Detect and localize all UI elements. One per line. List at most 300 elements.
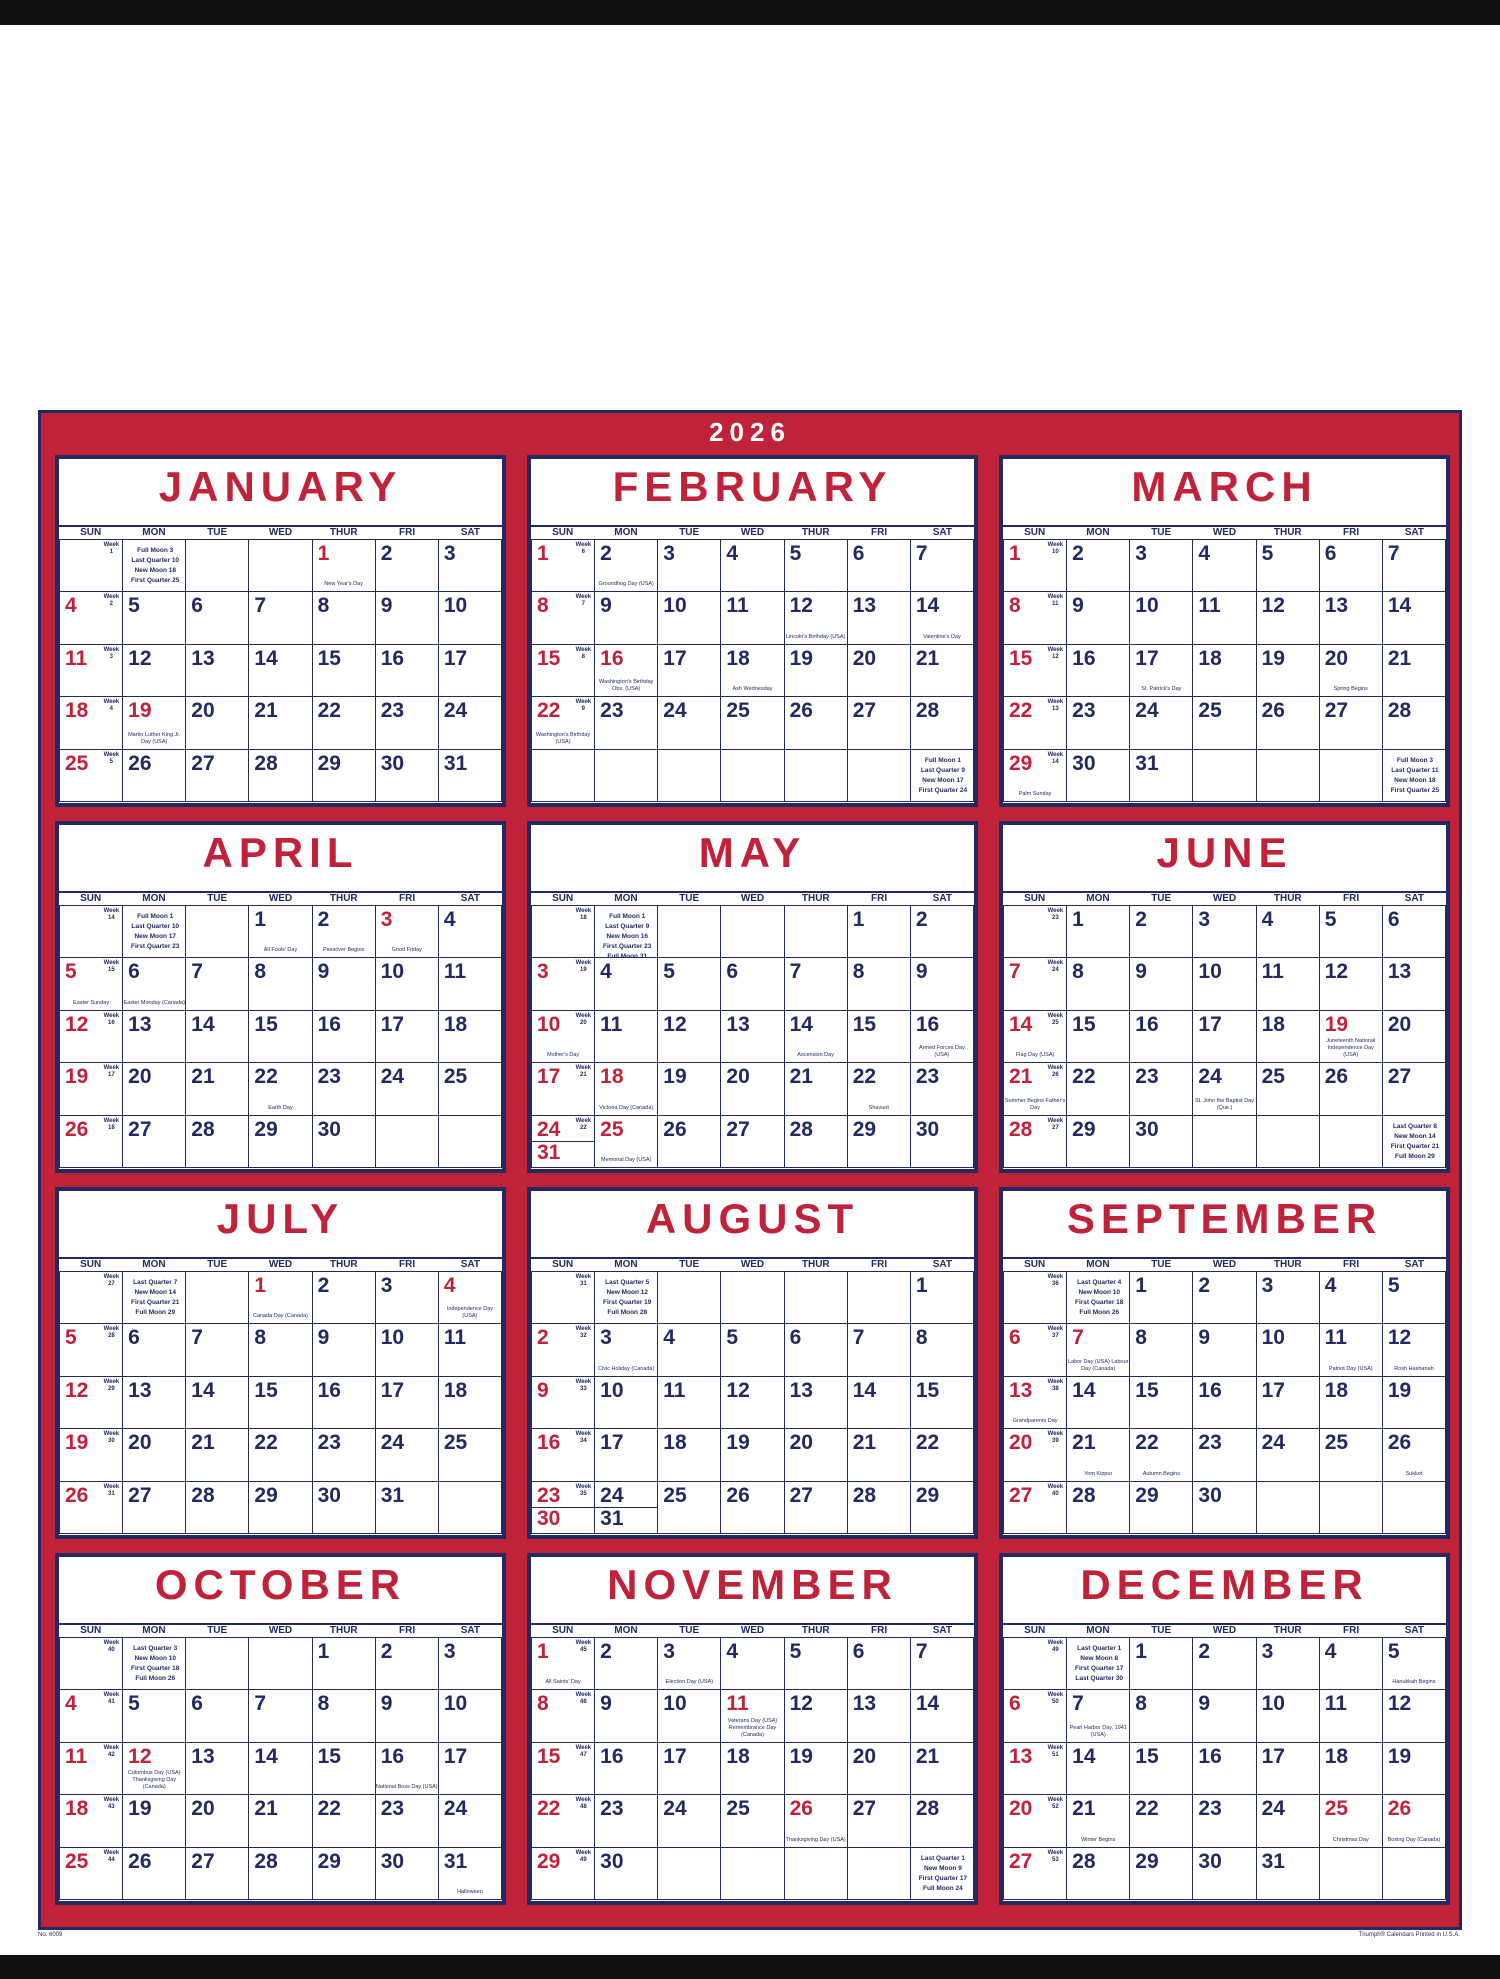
- day-cell[interactable]: [721, 1010, 784, 1062]
- day-cell[interactable]: [910, 1115, 973, 1167]
- day-cell[interactable]: [658, 906, 721, 958]
- day-cell[interactable]: [123, 1272, 186, 1324]
- day-cell[interactable]: [1004, 1795, 1067, 1847]
- day-cell[interactable]: [123, 749, 186, 801]
- day-cell[interactable]: [1256, 1429, 1319, 1481]
- day-cell[interactable]: [721, 1324, 784, 1376]
- day-cell[interactable]: [123, 697, 186, 749]
- day-cell[interactable]: [249, 1847, 312, 1899]
- day-cell[interactable]: [658, 1272, 721, 1324]
- day-cell[interactable]: [1067, 749, 1130, 801]
- day-cell[interactable]: [1319, 1010, 1382, 1062]
- day-cell[interactable]: [784, 644, 847, 696]
- day-cell[interactable]: [186, 1638, 249, 1690]
- day-cell[interactable]: [1067, 1272, 1130, 1324]
- day-cell[interactable]: [186, 1795, 249, 1847]
- day-cell[interactable]: [1193, 1690, 1256, 1742]
- day-cell[interactable]: [186, 1690, 249, 1742]
- day-cell[interactable]: [1193, 697, 1256, 749]
- day-cell[interactable]: [1256, 540, 1319, 592]
- day-cell[interactable]: [721, 1376, 784, 1428]
- day-cell[interactable]: [1193, 1324, 1256, 1376]
- day-cell[interactable]: [375, 1063, 438, 1115]
- day-cell[interactable]: [312, 749, 375, 801]
- day-cell[interactable]: [1193, 540, 1256, 592]
- day-cell[interactable]: [784, 1115, 847, 1167]
- day-cell[interactable]: [1004, 1115, 1067, 1167]
- day-cell[interactable]: [1382, 1638, 1445, 1690]
- day-cell[interactable]: [123, 1481, 186, 1533]
- day-cell[interactable]: [375, 592, 438, 644]
- day-cell[interactable]: [1319, 1742, 1382, 1794]
- day-cell[interactable]: [60, 906, 123, 958]
- day-cell[interactable]: [721, 1063, 784, 1115]
- day-cell[interactable]: [312, 1795, 375, 1847]
- day-cell[interactable]: [123, 644, 186, 696]
- day-cell[interactable]: [658, 592, 721, 644]
- day-cell[interactable]: [1382, 592, 1445, 644]
- day-cell[interactable]: [60, 1376, 123, 1428]
- day-cell[interactable]: [438, 697, 501, 749]
- day-cell[interactable]: [910, 1324, 973, 1376]
- day-cell[interactable]: [910, 958, 973, 1010]
- day-cell[interactable]: [186, 1115, 249, 1167]
- day-cell[interactable]: [721, 1690, 784, 1742]
- day-cell[interactable]: [438, 1063, 501, 1115]
- day-cell[interactable]: [1067, 958, 1130, 1010]
- day-cell[interactable]: [658, 697, 721, 749]
- day-cell[interactable]: [595, 958, 658, 1010]
- day-cell[interactable]: [1382, 1481, 1445, 1533]
- day-cell[interactable]: [532, 644, 595, 696]
- day-cell[interactable]: [249, 1795, 312, 1847]
- day-cell[interactable]: [532, 1742, 595, 1794]
- day-cell[interactable]: [595, 1742, 658, 1794]
- day-cell[interactable]: [532, 1638, 595, 1690]
- day-cell[interactable]: [249, 1742, 312, 1794]
- day-cell[interactable]: [532, 1115, 595, 1167]
- day-cell[interactable]: [910, 540, 973, 592]
- day-cell[interactable]: [1004, 1063, 1067, 1115]
- day-cell[interactable]: [910, 644, 973, 696]
- day-cell[interactable]: [1319, 1115, 1382, 1167]
- day-cell[interactable]: [1130, 697, 1193, 749]
- day-cell[interactable]: [1193, 1795, 1256, 1847]
- day-cell[interactable]: [249, 1638, 312, 1690]
- day-cell[interactable]: [123, 1690, 186, 1742]
- day-cell[interactable]: [532, 1429, 595, 1481]
- day-cell[interactable]: [123, 540, 186, 592]
- day-cell[interactable]: [784, 1638, 847, 1690]
- day-cell[interactable]: [186, 1010, 249, 1062]
- day-cell[interactable]: [1319, 1690, 1382, 1742]
- day-cell[interactable]: [123, 1847, 186, 1899]
- day-cell[interactable]: [60, 592, 123, 644]
- day-cell[interactable]: [1319, 1795, 1382, 1847]
- day-cell[interactable]: [375, 1115, 438, 1167]
- day-cell[interactable]: [1130, 906, 1193, 958]
- day-cell[interactable]: [532, 1376, 595, 1428]
- day-cell[interactable]: [1256, 1481, 1319, 1533]
- day-cell[interactable]: [721, 958, 784, 1010]
- day-cell[interactable]: [658, 1324, 721, 1376]
- day-cell[interactable]: [1130, 1063, 1193, 1115]
- day-cell[interactable]: [1256, 749, 1319, 801]
- day-cell[interactable]: [186, 1481, 249, 1533]
- day-cell[interactable]: [1004, 644, 1067, 696]
- day-cell[interactable]: [438, 958, 501, 1010]
- day-cell[interactable]: [186, 1063, 249, 1115]
- day-cell[interactable]: [375, 1481, 438, 1533]
- day-cell[interactable]: [910, 697, 973, 749]
- day-cell[interactable]: [312, 1742, 375, 1794]
- day-cell[interactable]: [1382, 1429, 1445, 1481]
- day-cell[interactable]: [1130, 1010, 1193, 1062]
- day-cell[interactable]: [658, 1481, 721, 1533]
- day-cell[interactable]: [532, 1324, 595, 1376]
- day-cell[interactable]: [658, 1115, 721, 1167]
- day-cell[interactable]: [595, 1429, 658, 1481]
- day-cell[interactable]: [1319, 749, 1382, 801]
- day-cell[interactable]: [60, 1324, 123, 1376]
- day-cell[interactable]: [249, 1115, 312, 1167]
- day-cell[interactable]: [784, 1690, 847, 1742]
- day-cell[interactable]: [1319, 592, 1382, 644]
- day-cell[interactable]: [1067, 1115, 1130, 1167]
- day-cell[interactable]: [123, 1010, 186, 1062]
- day-cell[interactable]: [123, 1376, 186, 1428]
- day-cell[interactable]: [1256, 1847, 1319, 1899]
- day-cell[interactable]: [1067, 1324, 1130, 1376]
- day-cell[interactable]: [375, 1376, 438, 1428]
- day-cell[interactable]: [60, 1115, 123, 1167]
- day-cell[interactable]: [910, 592, 973, 644]
- day-cell[interactable]: [123, 1063, 186, 1115]
- day-cell[interactable]: [721, 1429, 784, 1481]
- day-cell[interactable]: [1067, 906, 1130, 958]
- day-cell[interactable]: [123, 592, 186, 644]
- day-cell[interactable]: [910, 749, 973, 801]
- day-cell[interactable]: [532, 1010, 595, 1062]
- day-cell[interactable]: [1130, 1847, 1193, 1899]
- day-cell[interactable]: [1256, 1272, 1319, 1324]
- day-cell[interactable]: [60, 1063, 123, 1115]
- day-cell[interactable]: [249, 1272, 312, 1324]
- day-cell[interactable]: [847, 1115, 910, 1167]
- day-cell[interactable]: [438, 1795, 501, 1847]
- day-cell[interactable]: [123, 958, 186, 1010]
- day-cell[interactable]: [1004, 1429, 1067, 1481]
- day-cell[interactable]: [1256, 906, 1319, 958]
- day-cell[interactable]: [595, 749, 658, 801]
- day-cell[interactable]: [375, 906, 438, 958]
- day-cell[interactable]: [438, 1324, 501, 1376]
- day-cell[interactable]: [1256, 1115, 1319, 1167]
- day-cell[interactable]: [375, 958, 438, 1010]
- day-cell[interactable]: [123, 1429, 186, 1481]
- day-cell[interactable]: [1382, 906, 1445, 958]
- day-cell[interactable]: [375, 1638, 438, 1690]
- day-cell[interactable]: [249, 697, 312, 749]
- day-cell[interactable]: [375, 749, 438, 801]
- day-cell[interactable]: [1130, 1481, 1193, 1533]
- day-cell[interactable]: [1256, 1010, 1319, 1062]
- day-cell[interactable]: [532, 749, 595, 801]
- day-cell[interactable]: [1193, 644, 1256, 696]
- day-cell[interactable]: [1382, 1847, 1445, 1899]
- day-cell[interactable]: [1319, 1847, 1382, 1899]
- day-cell[interactable]: [847, 958, 910, 1010]
- day-cell[interactable]: [312, 1063, 375, 1115]
- day-cell[interactable]: [1319, 958, 1382, 1010]
- day-cell[interactable]: [438, 1481, 501, 1533]
- day-cell[interactable]: [438, 1115, 501, 1167]
- day-cell[interactable]: [784, 1063, 847, 1115]
- day-cell[interactable]: [60, 1847, 123, 1899]
- day-cell[interactable]: [847, 906, 910, 958]
- day-cell[interactable]: [186, 1272, 249, 1324]
- day-cell[interactable]: [1256, 1063, 1319, 1115]
- day-cell[interactable]: [1067, 1742, 1130, 1794]
- day-cell[interactable]: [312, 1272, 375, 1324]
- day-cell[interactable]: [910, 1010, 973, 1062]
- day-cell[interactable]: [249, 540, 312, 592]
- day-cell[interactable]: [1319, 1429, 1382, 1481]
- day-cell[interactable]: [60, 1638, 123, 1690]
- day-cell[interactable]: [312, 1690, 375, 1742]
- day-cell[interactable]: [721, 1638, 784, 1690]
- day-cell[interactable]: [249, 1010, 312, 1062]
- day-cell[interactable]: [1130, 1324, 1193, 1376]
- day-cell[interactable]: [375, 1690, 438, 1742]
- day-cell[interactable]: [595, 540, 658, 592]
- day-cell[interactable]: [1382, 697, 1445, 749]
- day-cell[interactable]: [1256, 1795, 1319, 1847]
- day-cell[interactable]: [1193, 1063, 1256, 1115]
- day-cell[interactable]: [438, 1272, 501, 1324]
- day-cell[interactable]: [847, 644, 910, 696]
- day-cell[interactable]: [1067, 1847, 1130, 1899]
- day-cell[interactable]: [312, 644, 375, 696]
- day-cell[interactable]: [1004, 1481, 1067, 1533]
- day-cell[interactable]: [595, 1481, 658, 1533]
- day-cell[interactable]: [721, 1272, 784, 1324]
- day-cell[interactable]: [910, 1795, 973, 1847]
- day-cell[interactable]: [595, 906, 658, 958]
- day-cell[interactable]: [1130, 1742, 1193, 1794]
- day-cell[interactable]: [658, 1742, 721, 1794]
- day-cell[interactable]: [438, 540, 501, 592]
- day-cell[interactable]: [595, 1063, 658, 1115]
- day-cell[interactable]: [375, 1847, 438, 1899]
- day-cell[interactable]: [1193, 1010, 1256, 1062]
- day-cell[interactable]: [60, 1481, 123, 1533]
- day-cell[interactable]: [60, 1690, 123, 1742]
- day-cell[interactable]: [1319, 906, 1382, 958]
- day-cell[interactable]: [1130, 540, 1193, 592]
- day-cell[interactable]: [1193, 1376, 1256, 1428]
- day-cell[interactable]: [532, 1481, 595, 1533]
- day-cell[interactable]: [1193, 1638, 1256, 1690]
- day-cell[interactable]: [910, 1690, 973, 1742]
- day-cell[interactable]: [1256, 1690, 1319, 1742]
- day-cell[interactable]: [60, 1795, 123, 1847]
- day-cell[interactable]: [1004, 1638, 1067, 1690]
- day-cell[interactable]: [186, 958, 249, 1010]
- day-cell[interactable]: [721, 1481, 784, 1533]
- day-cell[interactable]: [1382, 1324, 1445, 1376]
- day-cell[interactable]: [1382, 644, 1445, 696]
- day-cell[interactable]: [312, 906, 375, 958]
- day-cell[interactable]: [847, 697, 910, 749]
- day-cell[interactable]: [910, 1742, 973, 1794]
- day-cell[interactable]: [1004, 1324, 1067, 1376]
- day-cell[interactable]: [375, 1795, 438, 1847]
- day-cell[interactable]: [1004, 697, 1067, 749]
- day-cell[interactable]: [1319, 697, 1382, 749]
- day-cell[interactable]: [1130, 1115, 1193, 1167]
- day-cell[interactable]: [1382, 958, 1445, 1010]
- day-cell[interactable]: [186, 540, 249, 592]
- day-cell[interactable]: [721, 906, 784, 958]
- day-cell[interactable]: [1067, 1638, 1130, 1690]
- day-cell[interactable]: [1004, 1690, 1067, 1742]
- day-cell[interactable]: [186, 749, 249, 801]
- day-cell[interactable]: [60, 1272, 123, 1324]
- day-cell[interactable]: [1004, 1010, 1067, 1062]
- day-cell[interactable]: [1382, 749, 1445, 801]
- day-cell[interactable]: [595, 1272, 658, 1324]
- day-cell[interactable]: [658, 1690, 721, 1742]
- day-cell[interactable]: [375, 1429, 438, 1481]
- day-cell[interactable]: [784, 1429, 847, 1481]
- day-cell[interactable]: [658, 1010, 721, 1062]
- day-cell[interactable]: [595, 1115, 658, 1167]
- day-cell[interactable]: [847, 1638, 910, 1690]
- day-cell[interactable]: [1004, 1376, 1067, 1428]
- day-cell[interactable]: [1256, 958, 1319, 1010]
- day-cell[interactable]: [658, 1847, 721, 1899]
- day-cell[interactable]: [438, 1429, 501, 1481]
- day-cell[interactable]: [847, 1481, 910, 1533]
- day-cell[interactable]: [784, 1376, 847, 1428]
- day-cell[interactable]: [1130, 1690, 1193, 1742]
- day-cell[interactable]: [1193, 749, 1256, 801]
- day-cell[interactable]: [60, 958, 123, 1010]
- day-cell[interactable]: [784, 1010, 847, 1062]
- day-cell[interactable]: [1067, 644, 1130, 696]
- day-cell[interactable]: [1193, 1115, 1256, 1167]
- day-cell[interactable]: [1130, 644, 1193, 696]
- day-cell[interactable]: [532, 1063, 595, 1115]
- day-cell[interactable]: [249, 1429, 312, 1481]
- day-cell[interactable]: [312, 1638, 375, 1690]
- day-cell[interactable]: [1193, 1742, 1256, 1794]
- day-cell[interactable]: [186, 1429, 249, 1481]
- day-cell[interactable]: [1319, 1376, 1382, 1428]
- day-cell[interactable]: [532, 1690, 595, 1742]
- day-cell[interactable]: [438, 1847, 501, 1899]
- day-cell[interactable]: [595, 1690, 658, 1742]
- day-cell[interactable]: [123, 1795, 186, 1847]
- day-cell[interactable]: [595, 1324, 658, 1376]
- day-cell[interactable]: [1382, 1742, 1445, 1794]
- day-cell[interactable]: [249, 906, 312, 958]
- day-cell[interactable]: [1256, 697, 1319, 749]
- day-cell[interactable]: [1256, 592, 1319, 644]
- day-cell[interactable]: [595, 1010, 658, 1062]
- day-cell[interactable]: [658, 749, 721, 801]
- day-cell[interactable]: [186, 644, 249, 696]
- day-cell[interactable]: [438, 592, 501, 644]
- day-cell[interactable]: [721, 540, 784, 592]
- day-cell[interactable]: [123, 1324, 186, 1376]
- day-cell[interactable]: [910, 906, 973, 958]
- day-cell[interactable]: [186, 1847, 249, 1899]
- day-cell[interactable]: [910, 1481, 973, 1533]
- day-cell[interactable]: [1130, 1272, 1193, 1324]
- day-cell[interactable]: [1382, 1115, 1445, 1167]
- day-cell[interactable]: [1319, 1063, 1382, 1115]
- day-cell[interactable]: [784, 1742, 847, 1794]
- day-cell[interactable]: [1382, 540, 1445, 592]
- day-cell[interactable]: [60, 697, 123, 749]
- day-cell[interactable]: [532, 1795, 595, 1847]
- day-cell[interactable]: [1067, 1795, 1130, 1847]
- day-cell[interactable]: [784, 906, 847, 958]
- day-cell[interactable]: [1067, 592, 1130, 644]
- day-cell[interactable]: [1130, 958, 1193, 1010]
- day-cell[interactable]: [375, 1324, 438, 1376]
- day-cell[interactable]: [375, 644, 438, 696]
- day-cell[interactable]: [532, 592, 595, 644]
- day-cell[interactable]: [1256, 1742, 1319, 1794]
- day-cell[interactable]: [1067, 1690, 1130, 1742]
- day-cell[interactable]: [847, 1324, 910, 1376]
- day-cell[interactable]: [658, 644, 721, 696]
- day-cell[interactable]: [1319, 1481, 1382, 1533]
- day-cell[interactable]: [249, 644, 312, 696]
- day-cell[interactable]: [249, 1481, 312, 1533]
- day-cell[interactable]: [847, 1847, 910, 1899]
- day-cell[interactable]: [721, 749, 784, 801]
- day-cell[interactable]: [186, 906, 249, 958]
- day-cell[interactable]: [910, 1429, 973, 1481]
- day-cell[interactable]: [658, 540, 721, 592]
- day-cell[interactable]: [123, 906, 186, 958]
- day-cell[interactable]: [375, 540, 438, 592]
- day-cell[interactable]: [658, 1429, 721, 1481]
- day-cell[interactable]: [1382, 1272, 1445, 1324]
- day-cell[interactable]: [721, 1115, 784, 1167]
- day-cell[interactable]: [60, 749, 123, 801]
- day-cell[interactable]: [847, 592, 910, 644]
- day-cell[interactable]: [595, 1795, 658, 1847]
- day-cell[interactable]: [249, 592, 312, 644]
- day-cell[interactable]: [1004, 958, 1067, 1010]
- day-cell[interactable]: [1004, 592, 1067, 644]
- day-cell[interactable]: [1130, 1429, 1193, 1481]
- day-cell[interactable]: [1004, 749, 1067, 801]
- day-cell[interactable]: [312, 1847, 375, 1899]
- day-cell[interactable]: [312, 958, 375, 1010]
- day-cell[interactable]: [595, 1638, 658, 1690]
- day-cell[interactable]: [375, 1010, 438, 1062]
- day-cell[interactable]: [1004, 540, 1067, 592]
- day-cell[interactable]: [658, 958, 721, 1010]
- day-cell[interactable]: [249, 958, 312, 1010]
- day-cell[interactable]: [249, 1690, 312, 1742]
